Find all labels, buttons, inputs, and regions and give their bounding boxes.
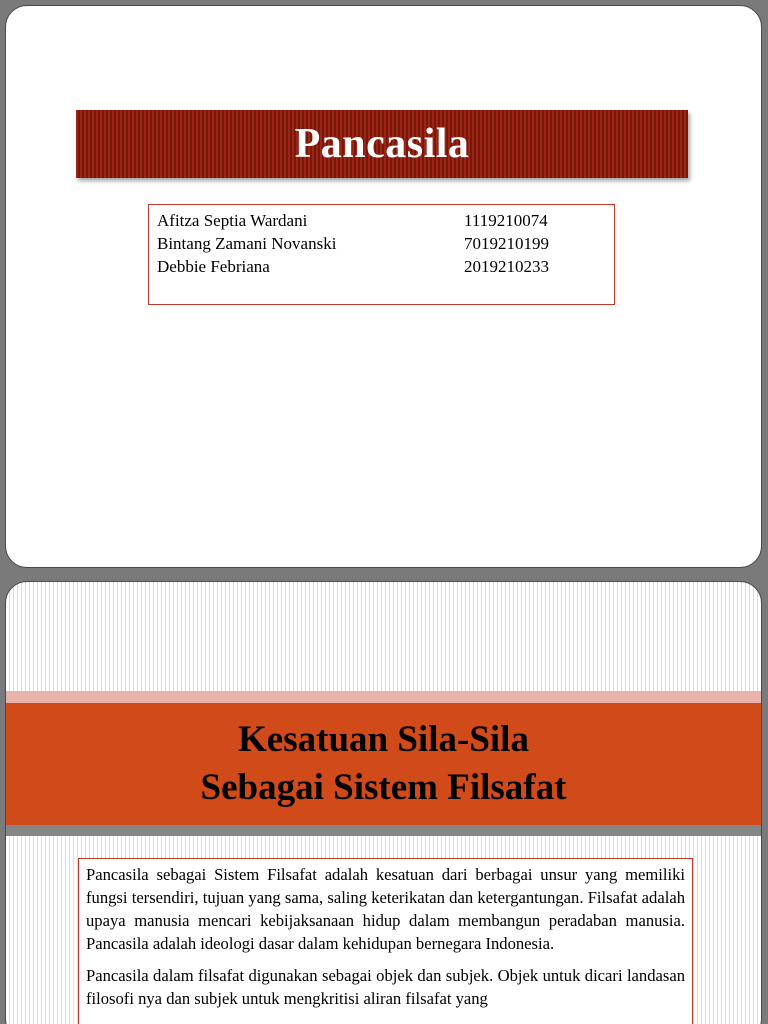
heading-line-1: Kesatuan Sila-Sila [238,719,529,760]
author-id: 2019210233 [464,257,549,276]
content-slide [5,581,762,1024]
body-paragraph: Pancasila sebagai Sistem Filsafat adalah kesatuan dari berbagai unsur yang memiliki fungsi tersendiri, tujuan yang sama, saling keterikatan dan ketergantungan. Filsafat adalah upaya manusia mencari kebijaksanaan hidup dalam membangun peradaban manusia. Pancasila adalah ideologi dasar dalam kehidupan bernegara Indonesia. [86,865,685,953]
heading-accent-bottom [6,825,761,836]
author-name: Debbie Febriana [157,257,270,276]
author-id: 1119210074 [464,211,548,230]
heading-line-2: Sebagai Sistem Filsafat [200,767,567,808]
authors-box [148,204,615,305]
author-row [157,255,607,278]
slide-title: Pancasila [294,121,470,167]
title-slide [5,5,762,568]
body-text-box [78,858,693,1024]
author-row [157,209,607,232]
heading-band [6,703,761,825]
body-paragraph: Pancasila dalam filsafat digunakan sebagai objek dan subjek. Objek untuk dicari landasan filosofi nya dan subjek untuk mengkritisi aliran filsafat yang [86,966,685,1008]
title-banner [76,110,688,178]
author-row [157,232,607,255]
author-name: Afitza Septia Wardani [157,211,308,230]
heading-accent-top [6,691,761,703]
author-id: 7019210199 [464,234,549,253]
author-name: Bintang Zamani Novanski [157,234,337,253]
